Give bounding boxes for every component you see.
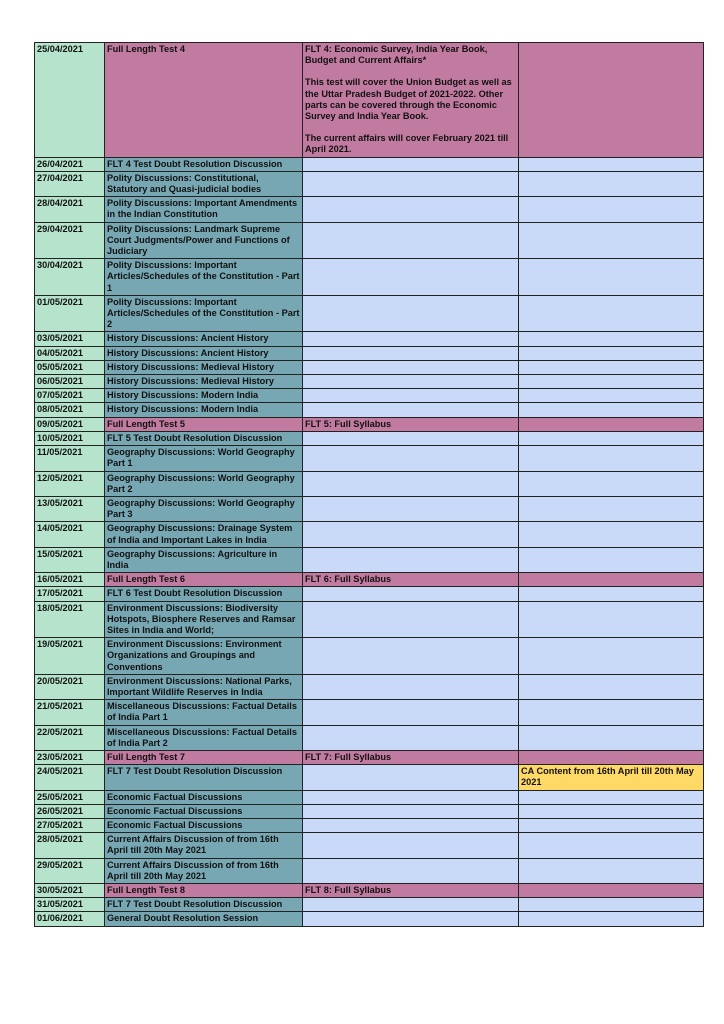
description-cell	[303, 417, 519, 431]
note-cell	[519, 858, 704, 883]
topic-cell: Environment Discussions: National Parks, Important Wildlife Reserves in India	[105, 674, 303, 699]
date-cell: 17/05/2021	[35, 587, 105, 601]
date-cell: 29/04/2021	[35, 222, 105, 259]
date-cell: 18/05/2021	[35, 601, 105, 638]
table-row	[35, 197, 704, 222]
table-row	[35, 375, 704, 389]
date-cell: 10/05/2021	[35, 431, 105, 445]
schedule-body	[35, 43, 704, 927]
description-cell	[303, 259, 519, 296]
description-cell	[303, 403, 519, 417]
note-cell	[519, 446, 704, 471]
note-cell	[519, 471, 704, 496]
topic-cell: Polity Discussions: Important Amendments in the Indian Constitution	[105, 197, 303, 222]
date-cell: 29/05/2021	[35, 858, 105, 883]
topic-cell: Geography Discussions: World Geography Part 1	[105, 446, 303, 471]
date-cell: 25/05/2021	[35, 790, 105, 804]
date-cell: 23/05/2021	[35, 750, 105, 764]
date-cell: 31/05/2021	[35, 898, 105, 912]
schedule-sheet	[34, 42, 703, 927]
topic-cell: History Discussions: Ancient History	[105, 346, 303, 360]
description-cell	[303, 375, 519, 389]
date-cell: 09/05/2021	[35, 417, 105, 431]
date-cell: 15/05/2021	[35, 547, 105, 572]
test-row	[35, 884, 704, 898]
table-row	[35, 522, 704, 547]
topic-cell: Full Length Test 5	[105, 417, 303, 431]
date-cell: 16/05/2021	[35, 573, 105, 587]
topic-cell: Environment Discussions: Biodiversity Hotspots, Biosphere Reserves and Ramsar Sites in India and World;	[105, 601, 303, 638]
table-row	[35, 446, 704, 471]
schedule-table	[34, 42, 704, 927]
note-cell	[519, 360, 704, 374]
date-cell: 24/05/2021	[35, 765, 105, 790]
note-cell	[519, 171, 704, 196]
note-cell	[519, 295, 704, 332]
date-cell: 11/05/2021	[35, 446, 105, 471]
description-cell	[303, 587, 519, 601]
topic-cell: Current Affairs Discussion of from 16th April till 20th May 2021	[105, 858, 303, 883]
test-row	[35, 750, 704, 764]
topic-cell: Environment Discussions: Environment Organizations and Groupings and Conventions	[105, 638, 303, 675]
description-cell	[303, 496, 519, 521]
table-row	[35, 157, 704, 171]
note-cell	[519, 833, 704, 858]
note-cell	[519, 674, 704, 699]
table-row	[35, 346, 704, 360]
description-cell	[303, 804, 519, 818]
description-cell	[303, 389, 519, 403]
description-cell	[303, 765, 519, 790]
topic-cell: FLT 4 Test Doubt Resolution Discussion	[105, 157, 303, 171]
note-cell	[519, 431, 704, 445]
topic-cell: FLT 7 Test Doubt Resolution Discussion	[105, 765, 303, 790]
description-cell	[303, 750, 519, 764]
description-cell	[303, 332, 519, 346]
description-cell	[303, 884, 519, 898]
topic-cell: Polity Discussions: Landmark Supreme Court Judgments/Power and Functions of Judiciary	[105, 222, 303, 259]
topic-cell: Geography Discussions: World Geography Part 3	[105, 496, 303, 521]
table-row	[35, 765, 704, 790]
description-cell	[303, 725, 519, 750]
topic-cell: Geography Discussions: Agriculture in India	[105, 547, 303, 572]
topic-cell: FLT 7 Test Doubt Resolution Discussion	[105, 898, 303, 912]
table-row	[35, 496, 704, 521]
topic-cell: FLT 6 Test Doubt Resolution Discussion	[105, 587, 303, 601]
note-cell	[519, 43, 704, 158]
topic-cell: Full Length Test 6	[105, 573, 303, 587]
date-cell: 20/05/2021	[35, 674, 105, 699]
table-row	[35, 725, 704, 750]
description-paragraph: This test will cover the Union Budget as well as the Uttar Pradesh Budget of 2021-2022. Other parts can be covered through the Economic Survey and India Year Book.	[305, 77, 512, 122]
date-cell: 03/05/2021	[35, 332, 105, 346]
description-paragraph: The current affairs will cover February 2021 till April 2021.	[305, 133, 509, 155]
note-cell	[519, 197, 704, 222]
topic-cell: Miscellaneous Discussions: Factual Details of India Part 2	[105, 725, 303, 750]
topic-cell: History Discussions: Modern India	[105, 403, 303, 417]
description-cell	[303, 360, 519, 374]
note-cell	[519, 332, 704, 346]
description-cell	[303, 573, 519, 587]
table-row	[35, 431, 704, 445]
description-cell	[303, 601, 519, 638]
note-cell	[519, 522, 704, 547]
description-cell	[303, 818, 519, 832]
note-cell	[519, 375, 704, 389]
table-row	[35, 547, 704, 572]
table-row	[35, 295, 704, 332]
note-cell	[519, 496, 704, 521]
description-cell	[303, 471, 519, 496]
topic-cell: Economic Factual Discussions	[105, 818, 303, 832]
note-cell	[519, 638, 704, 675]
description-cell	[303, 700, 519, 725]
note-cell	[519, 259, 704, 296]
note-cell	[519, 790, 704, 804]
table-row	[35, 858, 704, 883]
table-row	[35, 638, 704, 675]
date-cell: 27/05/2021	[35, 818, 105, 832]
date-cell: 12/05/2021	[35, 471, 105, 496]
test-row	[35, 573, 704, 587]
note-cell	[519, 884, 704, 898]
table-row	[35, 804, 704, 818]
test-row	[35, 43, 704, 158]
date-cell: 28/05/2021	[35, 833, 105, 858]
topic-cell: Geography Discussions: Drainage System of India and Important Lakes in India	[105, 522, 303, 547]
table-row	[35, 601, 704, 638]
note-cell	[519, 403, 704, 417]
date-cell: 22/05/2021	[35, 725, 105, 750]
date-cell: 27/04/2021	[35, 171, 105, 196]
date-cell: 28/04/2021	[35, 197, 105, 222]
table-row	[35, 403, 704, 417]
table-row	[35, 360, 704, 374]
note-cell	[519, 587, 704, 601]
note-cell	[519, 157, 704, 171]
note-cell	[519, 346, 704, 360]
description-cell	[303, 346, 519, 360]
topic-cell: History Discussions: Modern India	[105, 389, 303, 403]
date-cell: 26/04/2021	[35, 157, 105, 171]
description-cell	[303, 222, 519, 259]
date-cell: 30/05/2021	[35, 884, 105, 898]
note-cell	[519, 912, 704, 926]
table-row	[35, 471, 704, 496]
date-cell: 26/05/2021	[35, 804, 105, 818]
topic-cell: Polity Discussions: Important Articles/Schedules of the Constitution - Part 2	[105, 295, 303, 332]
topic-cell: History Discussions: Medieval History	[105, 360, 303, 374]
note-cell	[519, 573, 704, 587]
description-cell	[303, 431, 519, 445]
date-cell: 19/05/2021	[35, 638, 105, 675]
topic-cell: FLT 5 Test Doubt Resolution Discussion	[105, 431, 303, 445]
table-row	[35, 389, 704, 403]
note-cell	[519, 547, 704, 572]
topic-cell: Current Affairs Discussion of from 16th April till 20th May 2021	[105, 833, 303, 858]
note-cell	[519, 804, 704, 818]
topic-cell: Polity Discussions: Important Articles/Schedules of the Constitution - Part 1	[105, 259, 303, 296]
highlight-note-cell: CA Content from 16th April till 20th May 2021	[519, 765, 704, 790]
topic-cell: Polity Discussions: Constitutional, Statutory and Quasi-judicial bodies	[105, 171, 303, 196]
topic-cell: Economic Factual Discussions	[105, 804, 303, 818]
description-paragraph: FLT 4: Economic Survey, India Year Book, Budget and Current Affairs*	[305, 44, 488, 66]
date-cell: 13/05/2021	[35, 496, 105, 521]
date-cell: 01/06/2021	[35, 912, 105, 926]
table-row	[35, 790, 704, 804]
table-row	[35, 898, 704, 912]
description-cell	[303, 446, 519, 471]
date-cell: 04/05/2021	[35, 346, 105, 360]
date-cell: 08/05/2021	[35, 403, 105, 417]
description-paragraph: FLT 6: Full Syllabus	[305, 574, 392, 585]
note-cell	[519, 222, 704, 259]
note-cell	[519, 700, 704, 725]
topic-cell: Full Length Test 4	[105, 43, 303, 158]
topic-cell: Full Length Test 8	[105, 884, 303, 898]
note-cell	[519, 389, 704, 403]
date-cell: 30/04/2021	[35, 259, 105, 296]
date-cell: 25/04/2021	[35, 43, 105, 158]
description-paragraph: FLT 8: Full Syllabus	[305, 885, 392, 895]
description-paragraph: FLT 7: Full Syllabus	[305, 751, 392, 762]
topic-cell: Miscellaneous Discussions: Factual Details of India Part 1	[105, 700, 303, 725]
note-cell	[519, 601, 704, 638]
table-row	[35, 587, 704, 601]
table-row	[35, 332, 704, 346]
date-cell: 21/05/2021	[35, 700, 105, 725]
description-cell	[303, 197, 519, 222]
date-cell: 14/05/2021	[35, 522, 105, 547]
description-cell	[303, 898, 519, 912]
date-cell: 05/05/2021	[35, 360, 105, 374]
description-cell	[303, 638, 519, 675]
description-cell	[303, 295, 519, 332]
table-row	[35, 259, 704, 296]
table-row	[35, 700, 704, 725]
table-row	[35, 818, 704, 832]
topic-cell: General Doubt Resolution Session	[105, 912, 303, 926]
topic-cell: Full Length Test 7	[105, 750, 303, 764]
note-cell	[519, 818, 704, 832]
description-cell	[303, 790, 519, 804]
table-row	[35, 674, 704, 699]
description-paragraph: FLT 5: Full Syllabus	[305, 418, 392, 429]
description-cell	[303, 547, 519, 572]
topic-cell: Economic Factual Discussions	[105, 790, 303, 804]
date-cell: 06/05/2021	[35, 375, 105, 389]
description-cell	[303, 912, 519, 926]
date-cell: 07/05/2021	[35, 389, 105, 403]
description-cell	[303, 674, 519, 699]
description-cell	[303, 833, 519, 858]
test-row	[35, 417, 704, 431]
note-cell	[519, 898, 704, 912]
description-cell	[303, 171, 519, 196]
description-cell	[303, 858, 519, 883]
table-row	[35, 912, 704, 926]
note-cell	[519, 725, 704, 750]
table-row	[35, 833, 704, 858]
topic-cell: History Discussions: Medieval History	[105, 375, 303, 389]
description-cell	[303, 43, 519, 158]
topic-cell: Geography Discussions: World Geography Part 2	[105, 471, 303, 496]
description-cell	[303, 157, 519, 171]
note-cell	[519, 750, 704, 764]
description-cell	[303, 522, 519, 547]
note-cell	[519, 417, 704, 431]
date-cell: 01/05/2021	[35, 295, 105, 332]
table-row	[35, 171, 704, 196]
topic-cell: History Discussions: Ancient History	[105, 332, 303, 346]
table-row	[35, 222, 704, 259]
